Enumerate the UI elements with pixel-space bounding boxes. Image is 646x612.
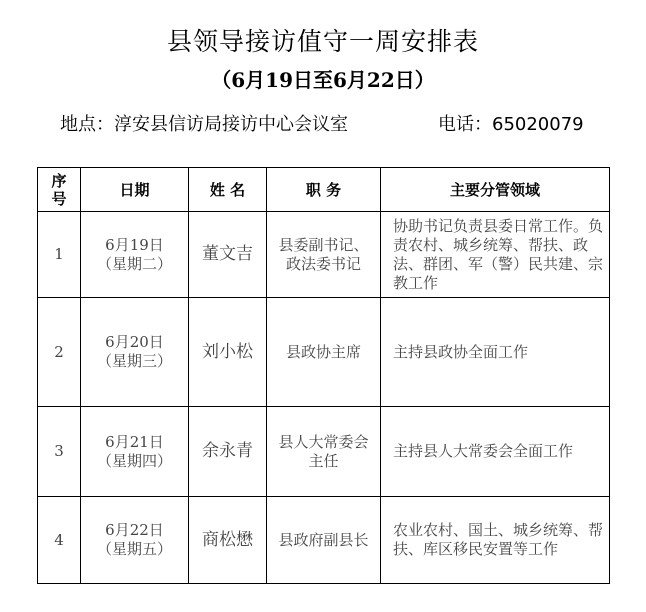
row-position: 县政府副县长 [267,497,381,584]
page-title: 县领导接访值守一周安排表 [166,27,479,56]
row-name: 余永青 [189,407,267,497]
row-position: 县政协主席 [267,298,381,407]
row-name: 董文吉 [189,212,267,298]
row-name: 商松懋 [189,497,267,584]
header-number: 序号 [38,168,81,212]
row-number: 4 [38,497,81,584]
table-row [38,298,610,407]
header-name: 姓 名 [189,168,267,212]
table-row [38,212,610,298]
row-position: 县人大常委会主任 [267,407,381,497]
row-number: 2 [38,298,81,407]
row-number: 1 [38,212,81,298]
phone-text: 电话：65020079 [438,114,584,135]
row-duty: 主持县政协全面工作 [381,298,610,407]
header-position: 职 务 [267,168,381,212]
header-date: 日期 [81,168,189,212]
row-date: 6月22日 （星期五） [81,497,189,584]
location-text: 地点：淳安县信访局接访中心会议室 [60,114,348,135]
header-duty: 主要分管领域 [381,168,610,212]
row-duty: 协助书记负责县委日常工作。负责农村、城乡统筹、帮扶、政法、群团、军（警）民共建、宗教工作 [381,212,610,298]
row-duty: 农业农村、国土、城乡统筹、帮扶、库区移民安置等工作 [381,497,610,584]
table-header-row [38,168,610,212]
row-duty: 主持县人大常委会全面工作 [381,407,610,497]
row-position: 县委副书记、政法委书记 [267,212,381,298]
schedule-table [37,167,610,584]
table-row [38,497,610,584]
row-date: 6月19日 （星期二） [81,212,189,298]
row-date: 6月21日 （星期四） [81,407,189,497]
date-range-subtitle: （6月19日至6月22日） [211,68,435,92]
row-number: 3 [38,407,81,497]
info-line [60,110,584,136]
row-date: 6月20日 （星期三） [81,298,189,407]
table-row [38,407,610,497]
row-name: 刘小松 [189,298,267,407]
